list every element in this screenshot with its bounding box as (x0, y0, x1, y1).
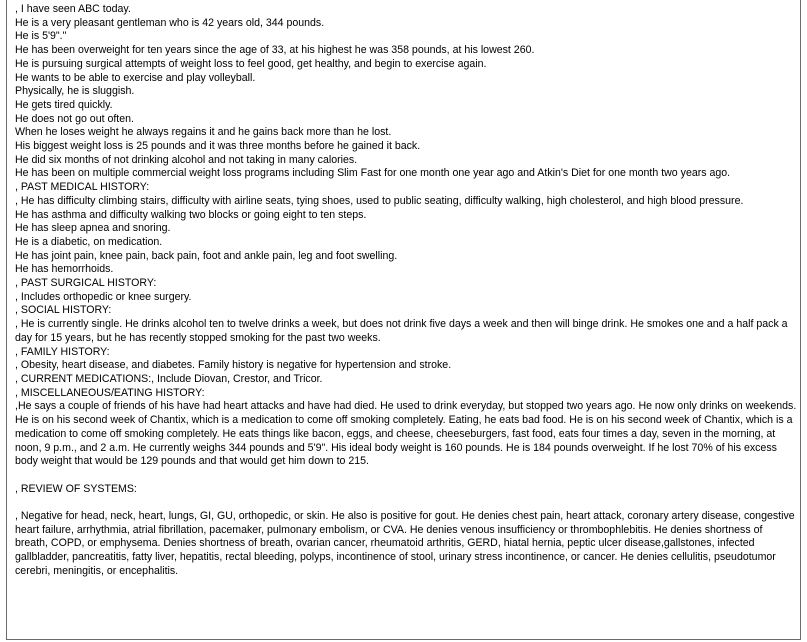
text-paragraph: He has been on multiple commercial weight loss programs including Slim Fast for one month one year ago and Atkin's Diet for one month two years ago. (15, 167, 731, 180)
text-line: Physically, he is sluggish. (15, 85, 135, 98)
text-paragraph: , He is currently single. He drinks alcohol ten to twelve drinks a week, but does not drink five days a week and then will binge drink. He smokes one and a half pack a day for 15 years, but he has recently stopped smoking for the past two weeks. (15, 318, 788, 344)
text-paragraph: , Negative for head, neck, heart, lungs, GI, GU, orthopedic, or skin. He also is positive for gout. He denies chest pain, heart attack, coronary artery disease, congestive heart failure, arrhythmia, atrial fibrillation, pacemaker, pulmonary embolism, or CVA. He denies venous insufficiency or thrombophlebitis. He denies shortness of breath, COPD, or emphysema. Denies shortness of breath, ovarian cancer, rheumatoid arthritis, GERD, hiatal hernia, peptic ulcer disease,gallstones, infected gallbladder, pancreatitis, fatty liver, hepatitis, rectal bleeding, polyps, incontinence of stool, urinary stress incontinence, or cancer. He denies cellulitis, pseudotumor cerebri, meningitis, or encephalitis. (15, 509, 795, 577)
text-line: He has sleep apnea and snoring. (15, 222, 171, 235)
text-line: He is a very pleasant gentleman who is 42 years old, 344 pounds. (15, 16, 325, 29)
text-paragraph: , He has difficulty climbing stairs, difficulty with airline seats, tying shoes, used to public seating, difficulty walking, high cholesterol, and high blood pressure. (15, 194, 744, 207)
text-line: He has been overweight for ten years since the age of 33, at his highest he was 358 pounds, at his lowest 260. (15, 44, 535, 57)
text-line: He is pursuing surgical attempts of weight loss to feel good, get healthy, and begin to exercise again. (15, 57, 487, 70)
text-line: , REVIEW OF SYSTEMS: (15, 482, 137, 495)
text-line: , FAMILY HISTORY: (15, 345, 110, 358)
text-line: He gets tired quickly. (15, 98, 113, 111)
text-line: , PAST SURGICAL HISTORY: (15, 277, 157, 290)
text-line: He did six months of not drinking alcohol and not taking in many calories. (15, 153, 358, 166)
blank-line (15, 496, 797, 510)
text-line: When he loses weight he always regains it and he gains back more than he lost. (15, 126, 392, 139)
text-line: His biggest weight loss is 25 pounds and it was three months before he gained it back. (15, 140, 421, 153)
text-line: , Includes orthopedic or knee surgery. (15, 290, 192, 303)
text-line: He has asthma and difficulty walking two blocks or going eight to ten steps. (15, 208, 367, 221)
text-paragraph: ,He says a couple of friends of his have had heart attacks and have had died. He used to drink everyday, but stopped two years ago. He now only drinks on weekends. He is on his second week of Chantix, which is a medication to come off smoking completely. Eating, he eats bad food. He is on his second week of Chantix, which is a medication to come off smoking completely. He eats things like bacon, eggs, and cheese, cheeseburgers, fast food, eats four times a day, seven in the morning, at noon, 9 p.m., and 2 a.m. He currently weighs 344 pounds and 5'9". His ideal body weight is 160 pounds. He is 184 pounds overweight. If he lost 70% of his excess body weight that would be 129 pounds and that would get him down to 215. (15, 400, 797, 468)
text-line: He has joint pain, knee pain, back pain, foot and ankle pain, leg and foot swelling. (15, 249, 398, 262)
blank-line (15, 469, 797, 483)
text-line: , Obesity, heart disease, and diabetes. Family history is negative for hypertension and stroke. (15, 359, 452, 372)
text-line: He has hemorrhoids. (15, 263, 114, 276)
text-line: , CURRENT MEDICATIONS:, Include Diovan, Crestor, and Tricor. (15, 372, 323, 385)
document-body (15, 3, 797, 579)
text-line: He is 5'9"." (15, 30, 67, 43)
text-line: He does not go out often. (15, 112, 134, 125)
text-line: , PAST MEDICAL HISTORY: (15, 181, 150, 194)
text-line: He wants to be able to exercise and play volleyball. (15, 71, 256, 84)
text-line: , SOCIAL HISTORY: (15, 304, 112, 317)
text-line: , I have seen ABC today. (15, 3, 131, 15)
text-line: , MISCELLANEOUS/EATING HISTORY: (15, 386, 205, 399)
text-line: He is a diabetic, on medication. (15, 235, 163, 248)
document-frame (6, 0, 801, 640)
